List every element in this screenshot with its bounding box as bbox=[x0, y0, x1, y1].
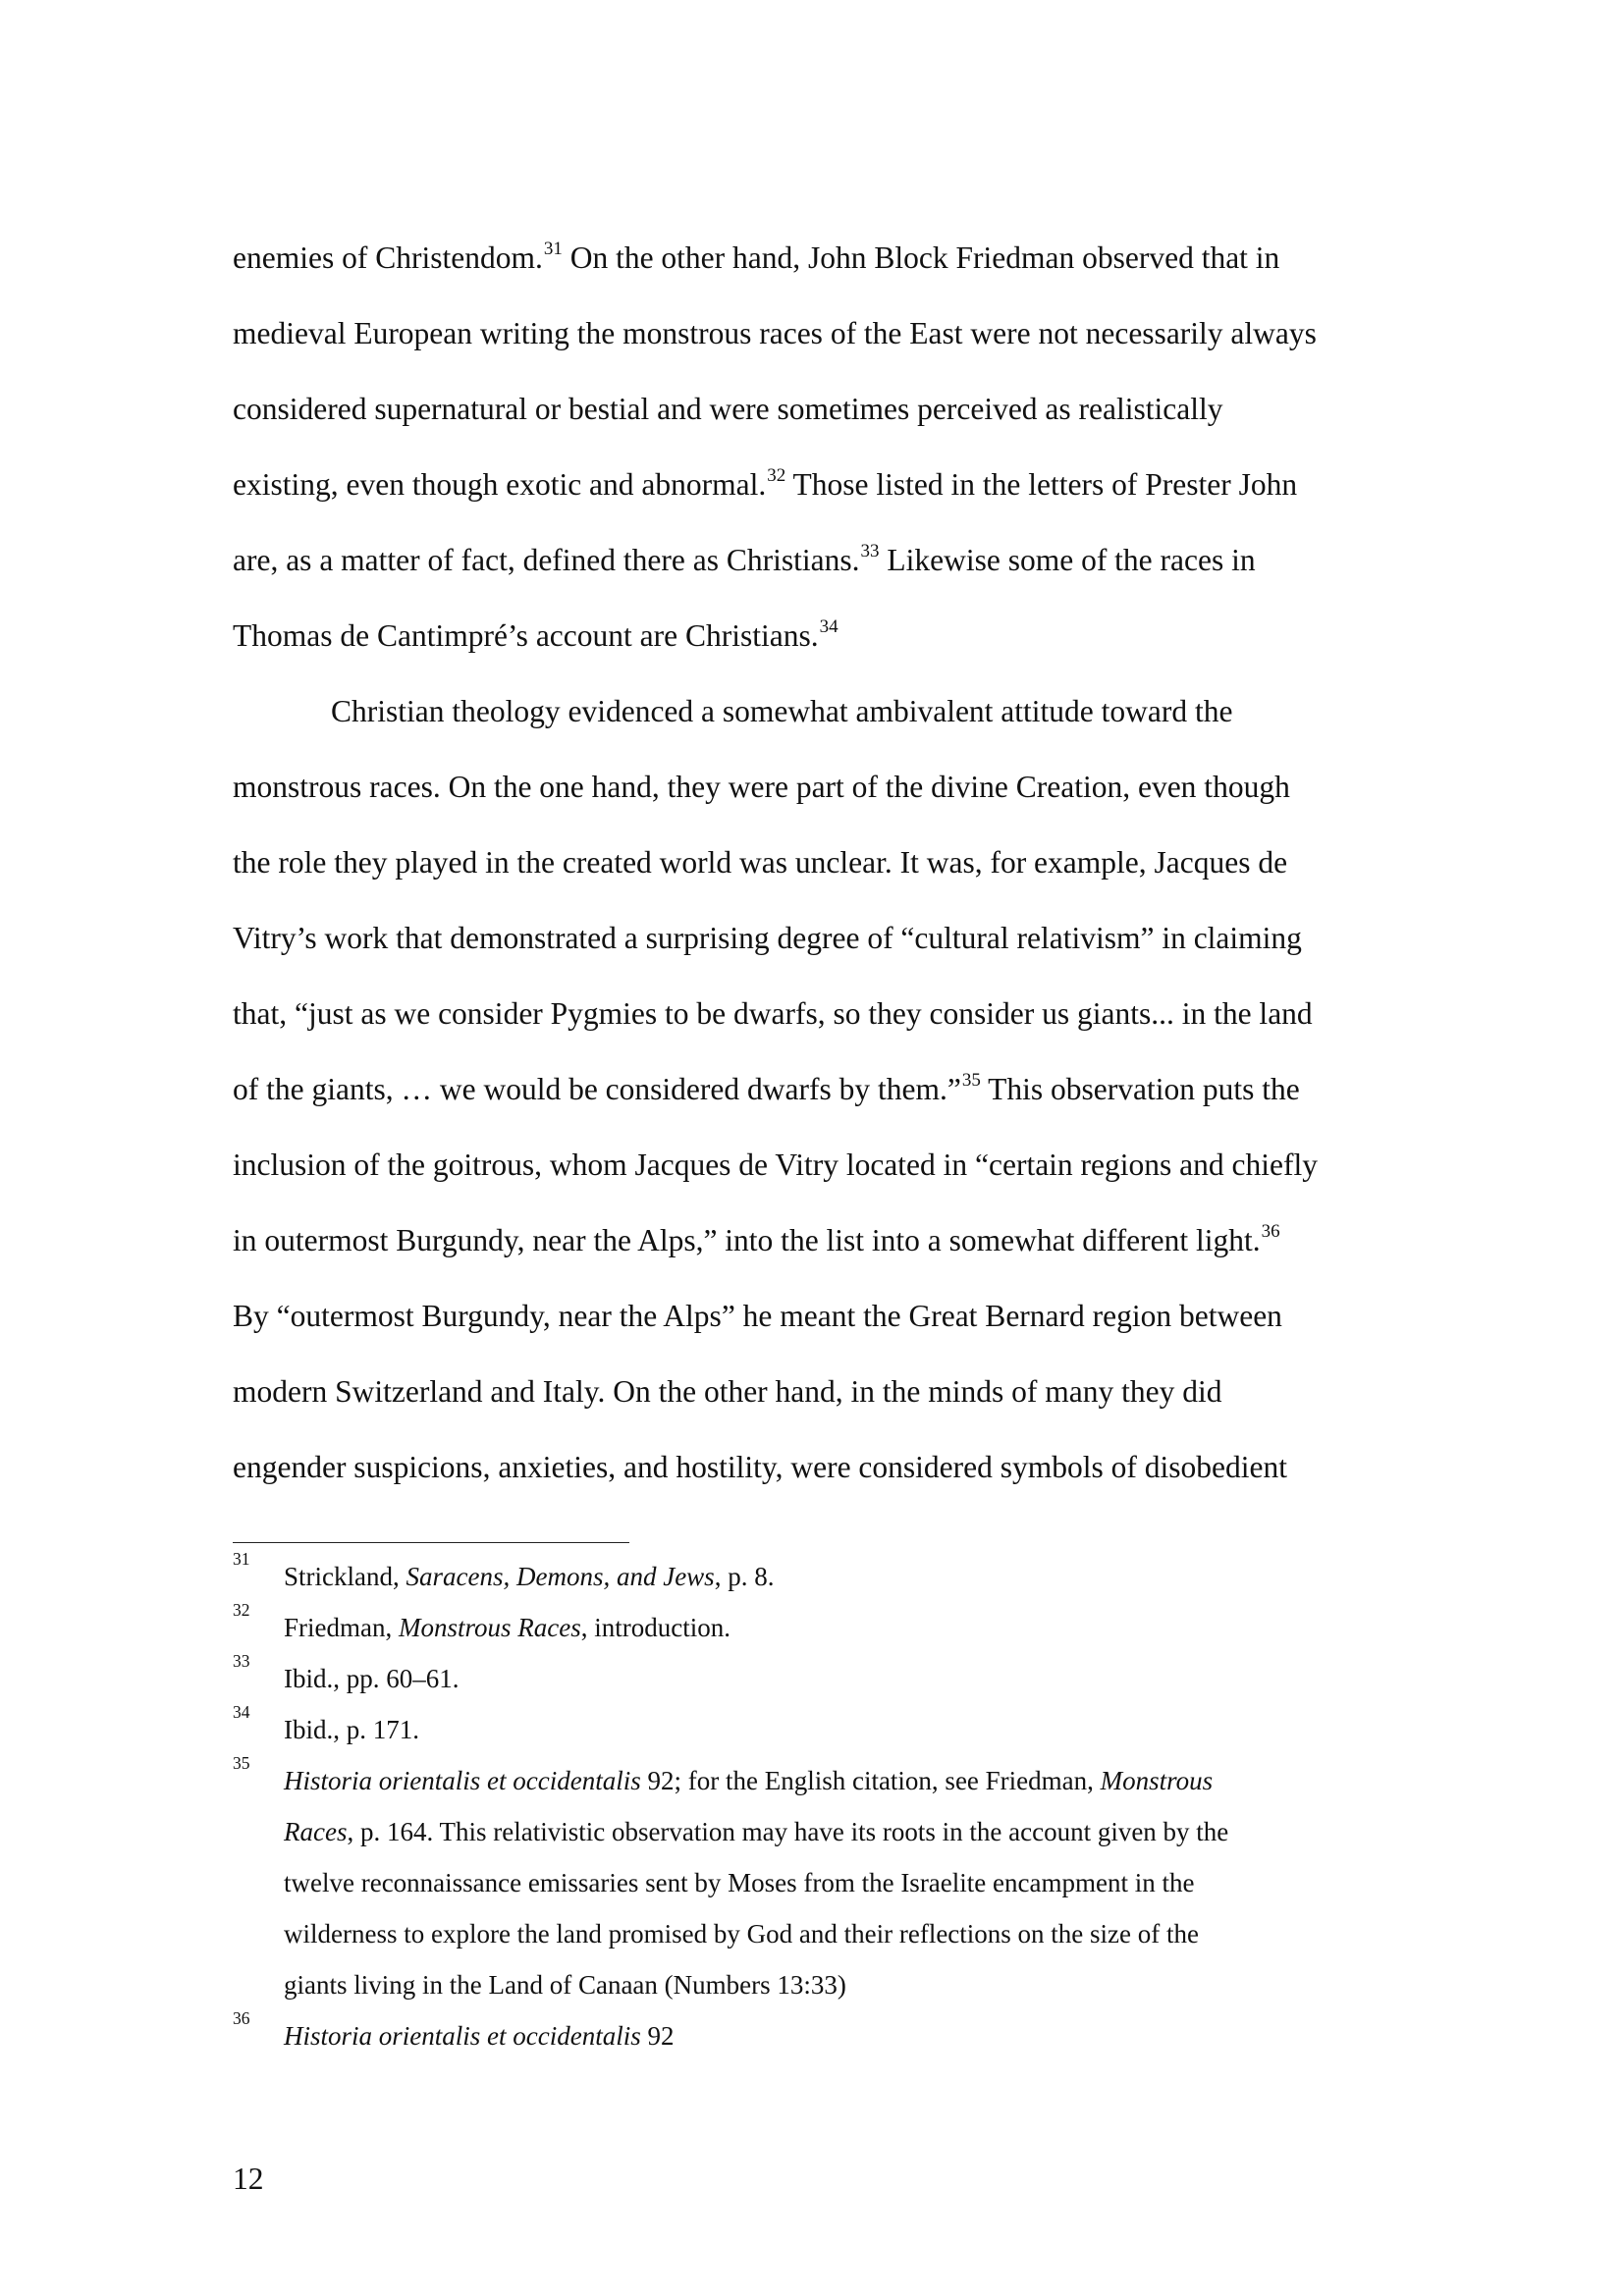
line-text: By “outermost Burgundy, near the Alps” he meant the Great Bernard region between bbox=[233, 1299, 1282, 1333]
line-text: inclusion of the goitrous, whom Jacques de Vitry located in “certain regions and chiefly bbox=[233, 1148, 1318, 1182]
footnote bbox=[233, 1653, 1391, 1704]
body-line bbox=[233, 598, 1391, 673]
footnote-line: twelve reconnaissance emissaries sent by Moses from the Israelite encampment in the bbox=[284, 1868, 1195, 1897]
line-text: that, “just as we consider Pygmies to be dwarfs, so they consider us giants... in the land bbox=[233, 996, 1313, 1031]
footnote bbox=[233, 1602, 1391, 1653]
line-text: engender suspicions, anxieties, and hostility, were considered symbols of disobedient bbox=[233, 1450, 1287, 1484]
footnote-number: 35 bbox=[233, 1753, 250, 1773]
footnote-line: giants living in the Land of Canaan (Numbers 13:33) bbox=[284, 1970, 846, 2000]
line-text: enemies of Christendom. bbox=[233, 240, 543, 275]
line-text: Christian theology evidenced a somewhat ambivalent attitude toward the bbox=[331, 694, 1233, 728]
line-text: monstrous races. On the one hand, they were part of the divine Creation, even though bbox=[233, 770, 1290, 804]
footnote-text bbox=[284, 1551, 1391, 1602]
body-line bbox=[233, 1429, 1391, 1505]
footnote-line: Ibid., p. 171. bbox=[284, 1715, 419, 1744]
footnote-number: 32 bbox=[233, 1600, 250, 1620]
line-text: Those listed in the letters of Prester John bbox=[785, 467, 1298, 502]
body-line bbox=[233, 1354, 1391, 1429]
body-line bbox=[233, 900, 1391, 976]
line-text: in outermost Burgundy, near the Alps,” into the list into a somewhat different light. bbox=[233, 1223, 1261, 1257]
footnote bbox=[233, 1704, 1391, 1755]
line-text: medieval European writing the monstrous races of the East were not necessarily always bbox=[233, 316, 1317, 350]
footnote-line: Historia orientalis et occidentalis 92; for the English citation, see Friedman, Monstrous bbox=[284, 1766, 1214, 1795]
footnote-line: Races, p. 164. This relativistic observation may have its roots in the account given by the bbox=[284, 1817, 1229, 1846]
line-text: Likewise some of the races in bbox=[879, 543, 1256, 577]
line-text: On the other hand, John Block Friedman observed that in bbox=[562, 240, 1280, 275]
footnote-line: Historia orientalis et occidentalis 92 bbox=[284, 2021, 675, 2051]
body-line bbox=[233, 1051, 1391, 1127]
footnote-number: 31 bbox=[233, 1549, 250, 1569]
body-line bbox=[233, 447, 1391, 522]
body-line bbox=[233, 1278, 1391, 1354]
body-line bbox=[233, 1202, 1391, 1278]
footnote-ref: 34 bbox=[819, 616, 839, 637]
body-line bbox=[233, 522, 1391, 598]
footnote-text bbox=[284, 1755, 1391, 2010]
body-line bbox=[233, 749, 1391, 825]
line-text: existing, even though exotic and abnormal. bbox=[233, 467, 767, 502]
footnote-text bbox=[284, 1704, 1391, 1755]
footnote-line: Strickland, Saracens, Demons, and Jews, p. 8. bbox=[284, 1562, 775, 1591]
line-text: of the giants, … we would be considered dwarfs by them.” bbox=[233, 1072, 961, 1106]
body-line bbox=[233, 976, 1391, 1051]
body-text bbox=[233, 220, 1391, 1505]
line-text: modern Switzerland and Italy. On the other hand, in the minds of many they did bbox=[233, 1374, 1222, 1409]
footnote-line: wilderness to explore the land promised by God and their reflections on the size of the bbox=[284, 1919, 1199, 1949]
line-text: the role they played in the created world was unclear. It was, for example, Jacques de bbox=[233, 845, 1288, 880]
footnote-separator bbox=[233, 1542, 629, 1543]
footnote-line: Ibid., pp. 60–61. bbox=[284, 1664, 460, 1693]
footnotes bbox=[233, 1551, 1391, 2061]
footnote-number: 33 bbox=[233, 1651, 250, 1671]
page-number: 12 bbox=[233, 2162, 264, 2196]
footnote-ref: 35 bbox=[961, 1070, 981, 1091]
line-text: Thomas de Cantimpré’s account are Christians. bbox=[233, 618, 819, 653]
footnote-text bbox=[284, 1653, 1391, 1704]
footnote bbox=[233, 1755, 1391, 2010]
body-line bbox=[233, 220, 1391, 295]
line-text: Vitry’s work that demonstrated a surprising degree of “cultural relativism” in claiming bbox=[233, 921, 1302, 955]
body-line bbox=[233, 295, 1391, 371]
body-line bbox=[233, 371, 1391, 447]
paragraph-start-line bbox=[233, 673, 1391, 749]
footnote-ref: 32 bbox=[767, 465, 786, 486]
footnote-line: Friedman, Monstrous Races, introduction. bbox=[284, 1613, 730, 1642]
footnote bbox=[233, 2010, 1391, 2061]
footnote bbox=[233, 1551, 1391, 1602]
body-line bbox=[233, 1127, 1391, 1202]
footnote-text bbox=[284, 1602, 1391, 1653]
footnote-text bbox=[284, 2010, 1391, 2061]
footnote-ref: 31 bbox=[543, 239, 563, 259]
footnote-ref: 33 bbox=[860, 541, 880, 561]
footnote-number: 34 bbox=[233, 1702, 250, 1722]
line-text: are, as a matter of fact, defined there as Christians. bbox=[233, 543, 860, 577]
footnote-ref: 36 bbox=[1261, 1221, 1280, 1242]
body-line bbox=[233, 825, 1391, 900]
footnote-number: 36 bbox=[233, 2008, 250, 2028]
line-text: This observation puts the bbox=[980, 1072, 1300, 1106]
line-text: considered supernatural or bestial and were sometimes perceived as realistically bbox=[233, 392, 1223, 426]
